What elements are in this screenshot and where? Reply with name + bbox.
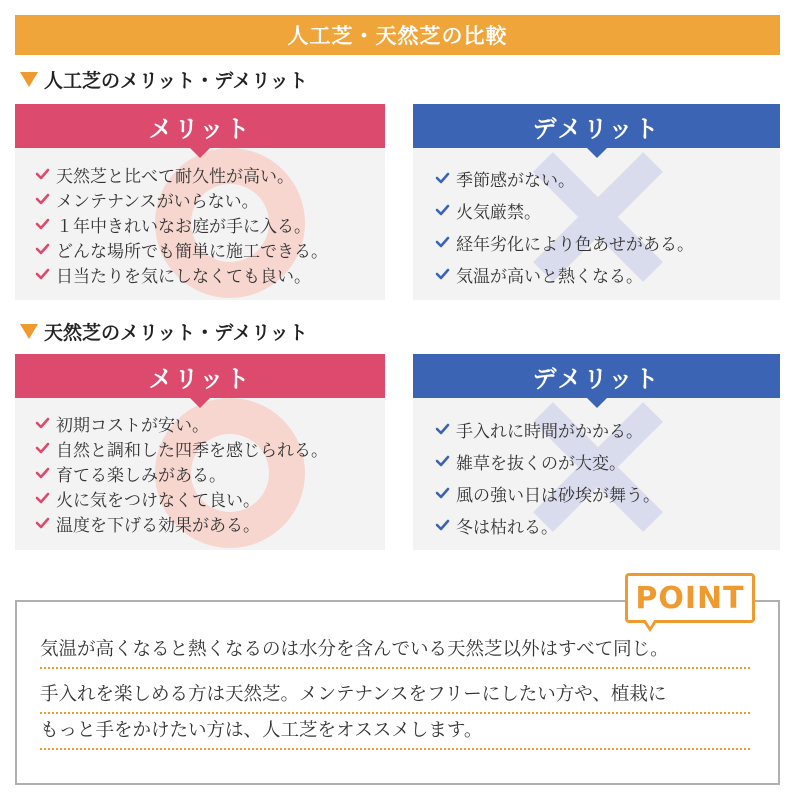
list-item bbox=[435, 162, 694, 194]
merit-header-label: メリット bbox=[148, 114, 252, 143]
check-icon bbox=[35, 243, 50, 256]
merit-list-natural bbox=[35, 411, 328, 536]
list-item bbox=[35, 411, 328, 436]
list-item-text: 季節感がない。 bbox=[456, 170, 575, 191]
list-item-text: 天然芝と比べて耐久性が高い。 bbox=[56, 167, 294, 187]
check-icon bbox=[35, 268, 50, 281]
point-badge: POINT bbox=[625, 573, 755, 623]
check-icon bbox=[435, 423, 450, 436]
list-item bbox=[435, 258, 694, 290]
list-item bbox=[435, 445, 660, 477]
list-item-text: 初期コストが安い。 bbox=[56, 416, 209, 436]
list-item bbox=[35, 262, 328, 287]
triangle-icon bbox=[20, 72, 38, 87]
merit-header-label: メリット bbox=[148, 364, 252, 393]
demerit-list-artificial bbox=[435, 162, 694, 290]
check-icon bbox=[35, 517, 50, 530]
point-line: 手入れを楽しめる方は天然芝。メンテナンスをフリーにしたい方や、植栽に bbox=[40, 680, 750, 714]
check-icon bbox=[435, 236, 450, 249]
list-item-text: 温度を下げる効果がある。 bbox=[56, 516, 260, 536]
section-heading-label: 天然芝のメリット・デメリット bbox=[44, 322, 308, 344]
list-item-text: 雑草を抜くのが大変。 bbox=[456, 453, 626, 474]
list-item-text: 冬は枯れる。 bbox=[456, 517, 558, 538]
triangle-icon bbox=[20, 324, 38, 339]
list-item bbox=[35, 162, 328, 187]
list-item bbox=[35, 461, 328, 486]
merit-header-natural bbox=[15, 354, 385, 398]
check-icon bbox=[35, 467, 50, 480]
check-icon bbox=[435, 172, 450, 185]
list-item-text: １年中きれいなお庭が手に入る。 bbox=[56, 217, 311, 237]
list-item-text: 経年劣化により色あせがある。 bbox=[456, 234, 694, 255]
check-icon bbox=[435, 204, 450, 217]
check-icon bbox=[35, 417, 50, 430]
check-icon bbox=[435, 268, 450, 281]
list-item-text: 日当たりを気にしなくても良い。 bbox=[56, 267, 311, 287]
demerit-list-natural bbox=[435, 413, 660, 541]
section-heading-artificial bbox=[20, 66, 308, 93]
demerit-header-label: デメリット bbox=[532, 114, 661, 143]
list-item bbox=[435, 413, 660, 445]
merit-header-artificial bbox=[15, 104, 385, 148]
check-icon bbox=[35, 442, 50, 455]
list-item bbox=[35, 511, 328, 536]
point-line: もっと手をかけたい方は、人工芝をオススメします。 bbox=[40, 716, 750, 750]
merit-list-artificial bbox=[35, 162, 328, 287]
section-heading-label: 人工芝のメリット・デメリット bbox=[44, 70, 308, 92]
list-item-text: 風の強い日は砂埃が舞う。 bbox=[456, 485, 660, 506]
check-icon bbox=[35, 168, 50, 181]
check-icon bbox=[35, 218, 50, 231]
list-item bbox=[35, 212, 328, 237]
list-item-text: 手入れに時間がかかる。 bbox=[456, 421, 643, 442]
check-icon bbox=[435, 455, 450, 468]
demerit-header-natural bbox=[413, 354, 780, 398]
list-item-text: 育てる楽しみがある。 bbox=[56, 466, 226, 486]
list-item-text: どんな場所でも簡単に施工できる。 bbox=[56, 242, 328, 262]
list-item-text: メンテナンスがいらない。 bbox=[56, 192, 259, 212]
check-icon bbox=[435, 487, 450, 500]
check-icon bbox=[35, 492, 50, 505]
list-item-text: 火に気をつけなくて良い。 bbox=[56, 491, 260, 511]
section-heading-natural bbox=[20, 318, 308, 345]
list-item bbox=[435, 226, 694, 258]
list-item-text: 火気厳禁。 bbox=[456, 202, 541, 223]
list-item bbox=[35, 237, 328, 262]
list-item bbox=[435, 509, 660, 541]
point-line: 気温が高くなると熱くなるのは水分を含んでいる天然芝以外はすべて同じ。 bbox=[40, 635, 750, 669]
demerit-header-label: デメリット bbox=[532, 364, 661, 393]
demerit-header-artificial bbox=[413, 104, 780, 148]
list-item bbox=[35, 486, 328, 511]
page-title: 人工芝・天然芝の比較 bbox=[15, 15, 780, 55]
list-item bbox=[435, 477, 660, 509]
list-item bbox=[35, 187, 328, 212]
list-item-text: 自然と調和した四季を感じられる。 bbox=[56, 441, 328, 461]
list-item bbox=[35, 436, 328, 461]
list-item-text: 気温が高いと熱くなる。 bbox=[456, 266, 643, 287]
check-icon bbox=[435, 519, 450, 532]
check-icon bbox=[35, 193, 50, 206]
list-item bbox=[435, 194, 694, 226]
